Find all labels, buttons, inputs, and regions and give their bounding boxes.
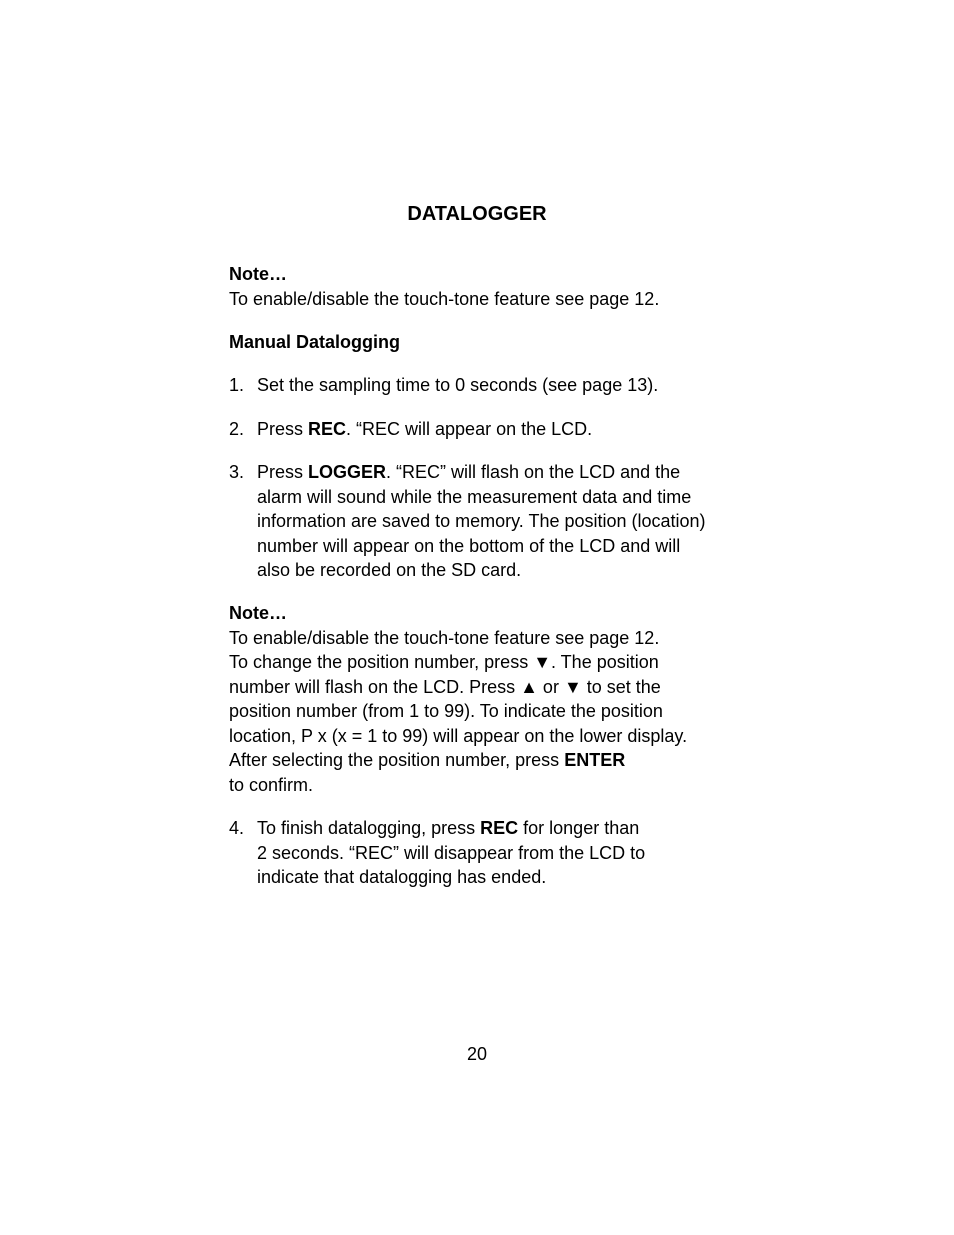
section-heading: Manual Datalogging: [229, 332, 400, 352]
text-line: position number (from 1 to 99). To indicate the position: [229, 701, 663, 721]
text-line: Press LOGGER. “REC” will flash on the LCD and the: [257, 462, 681, 482]
note-heading: Note…: [229, 603, 287, 623]
text-line: After selecting the position number, press ENTER: [229, 750, 626, 770]
step-number: 2.: [229, 419, 245, 439]
step-number: 3.: [229, 462, 245, 482]
step-text: [257, 816, 749, 890]
key-name-logger: LOGGER: [308, 462, 387, 482]
note-block-2: [229, 601, 749, 797]
note-heading: Note…: [229, 264, 287, 284]
key-name-rec: REC: [480, 818, 519, 838]
text-line: alarm will sound while the measurement data and time: [257, 486, 692, 507]
note-text: To enable/disable the touch-tone feature see page 12.: [229, 288, 660, 309]
text-line: To finish datalogging, press REC for longer than: [257, 818, 640, 838]
page-title: DATALOGGER: [407, 203, 547, 225]
page-number: 20: [466, 1044, 488, 1064]
text-line: to confirm.: [229, 774, 314, 795]
step-number: 4.: [229, 818, 245, 838]
text-line: To change the position number, press ▼. The position: [229, 652, 659, 672]
text-line: location, P x (x = 1 to 99) will appear on the lower display.: [229, 725, 688, 746]
text-line: Press REC. “REC will appear on the LCD.: [257, 419, 593, 439]
step-text: [257, 373, 749, 398]
key-name-rec: REC: [308, 419, 347, 439]
step-text: [257, 417, 749, 442]
text-line: indicate that datalogging has ended.: [257, 867, 547, 887]
step-text: [257, 460, 749, 583]
text-line: number will flash on the LCD. Press ▲ or ▼ to set the: [229, 676, 661, 697]
text-line: number will appear on the bottom of the LCD and will: [257, 535, 681, 556]
text-line: 2 seconds. “REC” will disappear from the LCD to: [257, 842, 646, 863]
step-number: 1.: [229, 375, 245, 395]
text-line: Set the sampling time to 0 seconds (see page 13).: [257, 375, 659, 395]
text-line: also be recorded on the SD card.: [257, 560, 522, 580]
key-name-enter: ENTER: [564, 750, 626, 770]
note-block-1: [229, 262, 749, 311]
text-line: information are saved to memory. The position (location): [257, 511, 706, 531]
text-line: To enable/disable the touch-tone feature see page 12.: [229, 627, 660, 648]
